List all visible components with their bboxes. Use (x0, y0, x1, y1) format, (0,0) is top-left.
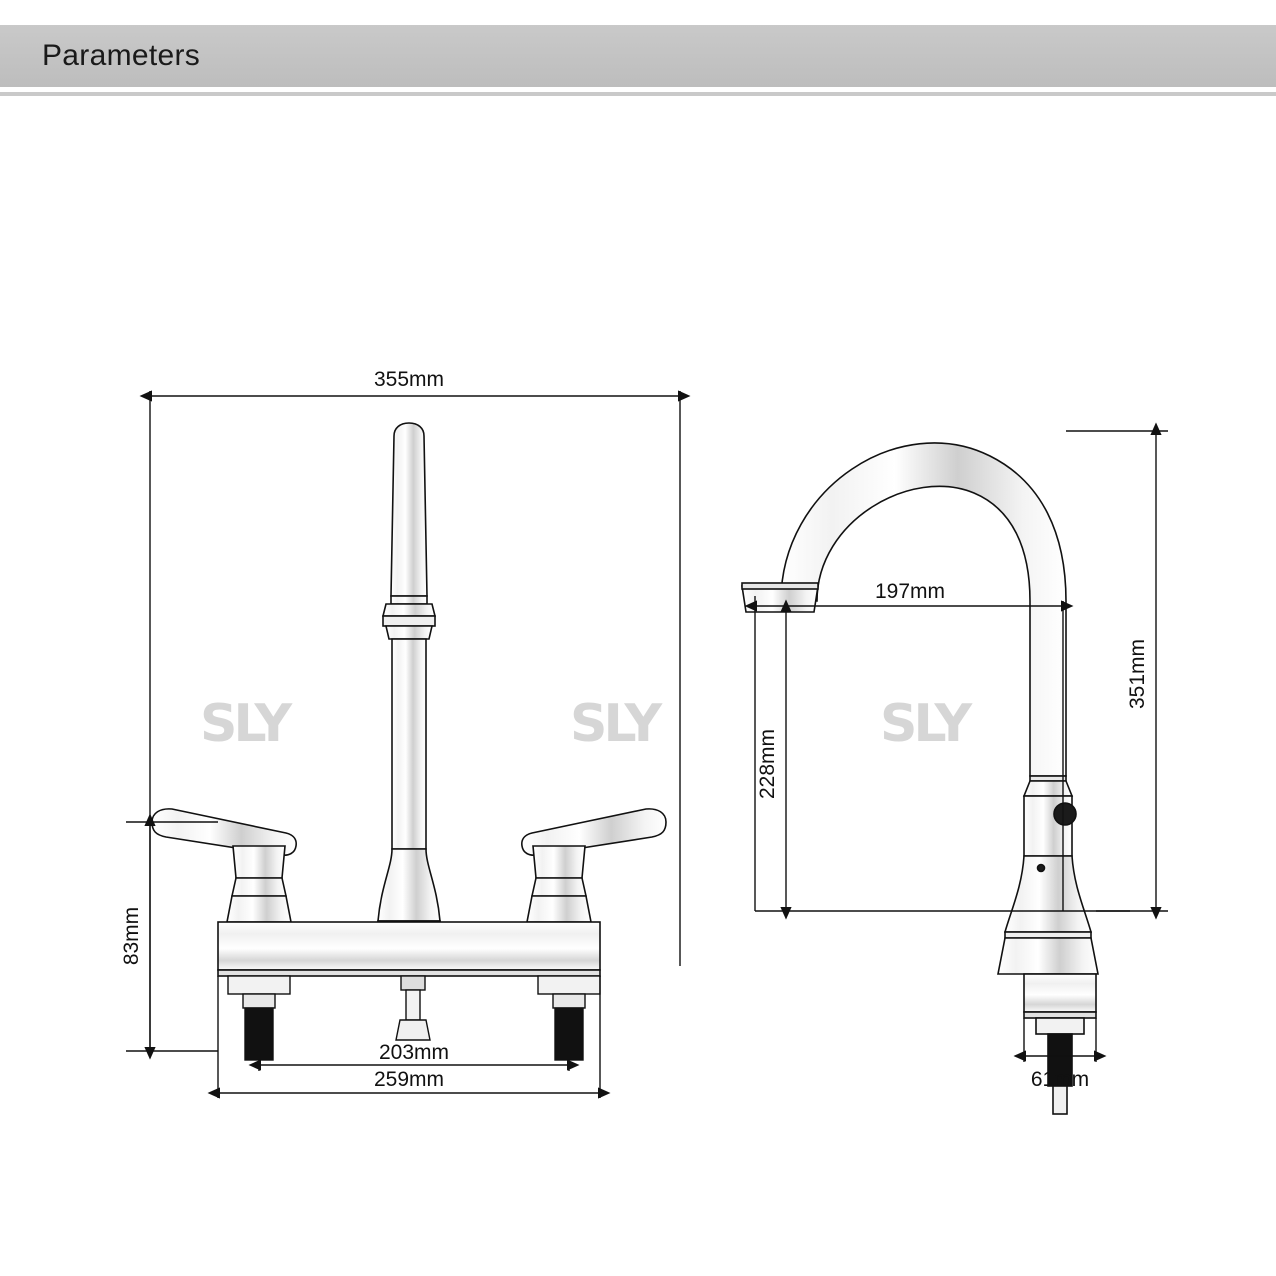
front-spout (374, 423, 444, 966)
dimension-label-base-depth: 61mm (1030, 1068, 1090, 1091)
side-spout-outlet (742, 583, 818, 612)
faucet-dimension-drawing (0, 96, 1276, 1276)
front-left-shank (228, 976, 290, 1060)
front-left-handle (152, 809, 296, 922)
page-title: Parameters (42, 39, 201, 72)
watermark-logo: SLY (200, 694, 289, 754)
dimension-label-base-width: 259mm (373, 1068, 445, 1091)
dimension-label-hole-spacing: 203mm (378, 1041, 450, 1064)
front-right-handle (522, 809, 666, 922)
front-deck-plate (218, 922, 600, 976)
watermark-logo: SLY (570, 694, 659, 754)
dimension-label-front-width: 355mm (373, 368, 445, 391)
side-deck-plate (1024, 974, 1096, 1114)
dimension-label-spout-height: 228mm (756, 728, 779, 800)
watermark-logo: SLY (880, 694, 969, 754)
front-center-shank (396, 976, 430, 1040)
side-body (998, 776, 1098, 974)
dimension-label-total-height: 351mm (1126, 638, 1149, 710)
dimension-total-height (1066, 431, 1168, 911)
front-right-shank (538, 976, 600, 1060)
dimension-label-spout-reach: 197mm (874, 580, 946, 603)
dimension-label-handle-height: 83mm (120, 906, 143, 966)
diagram-canvas (0, 96, 1276, 1276)
page-header (0, 25, 1276, 87)
